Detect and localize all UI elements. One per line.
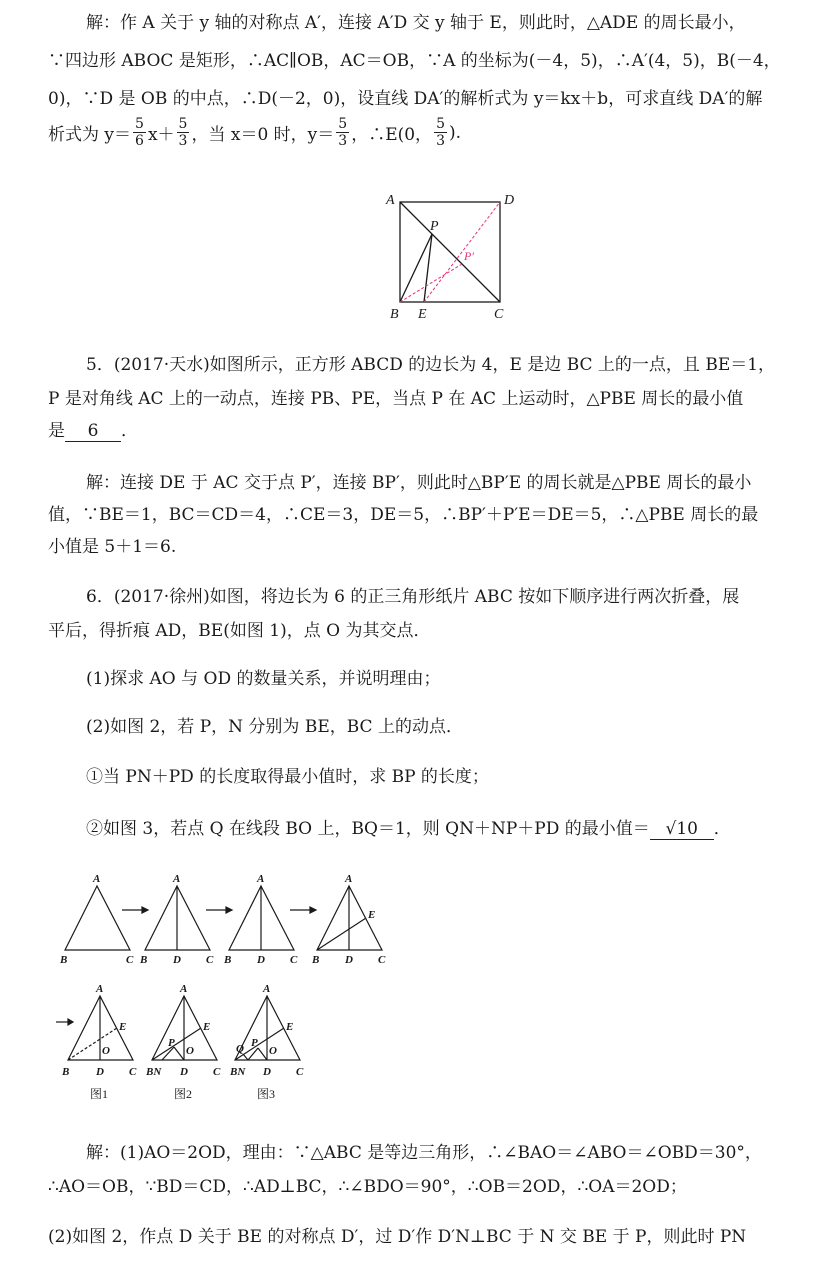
label-p: P	[430, 219, 439, 234]
label-o: O	[269, 1045, 277, 1057]
text-seg: ).	[448, 122, 462, 143]
text-seg: 是	[48, 421, 65, 441]
label-b: B	[390, 307, 399, 322]
label-a: A	[93, 873, 101, 885]
caption-fig1: 图1	[90, 1087, 109, 1101]
sol5-line3: 小值是 5＋1＝6.	[48, 537, 177, 557]
text-seg: ．	[121, 421, 138, 441]
label-d: D	[263, 1066, 271, 1078]
sol4-line2: ∵四边形 ABOC 是矩形，∴AC∥OB，AC＝OB，∵A 的坐标为(－4，5)，∴A′(4，5)，B(－4，	[48, 51, 781, 71]
fold-figures-row2	[50, 980, 320, 1105]
q6-part1: (1)探求 AO 与 OD 的数量关系，并说明理由；	[86, 669, 441, 689]
label-a: A	[386, 193, 395, 208]
label-o: O	[186, 1045, 194, 1057]
label-c: C	[290, 954, 298, 966]
text-seg: ，当 x＝0 时，y＝	[191, 125, 335, 145]
text-seg: 析式为 y＝	[48, 125, 132, 145]
label-a: A	[180, 983, 188, 995]
caption-fig3: 图3	[257, 1087, 276, 1101]
q6-sub1: ①当 PN＋PD 的长度取得最小值时，求 BP 的长度；	[86, 767, 489, 787]
sol4-line4	[48, 116, 461, 149]
label-b: B	[224, 954, 232, 966]
label-d: D	[180, 1066, 188, 1078]
arrow-head-icon	[310, 907, 316, 913]
segment-pd-fig3	[258, 1048, 267, 1060]
label-o: O	[102, 1045, 110, 1057]
segment-np-fig3	[248, 1048, 258, 1060]
segment-pd-fig2	[174, 1047, 184, 1060]
sol4-line1: 解：作 A 关于 y 轴的对称点 A′，连接 A′D 交 y 轴于 E，则此时，△ADE 的周长最小，	[86, 13, 746, 33]
label-d: D	[257, 954, 265, 966]
numerator: 5	[178, 116, 188, 132]
label-e: E	[418, 307, 427, 322]
label-e: E	[286, 1021, 294, 1033]
sol4-line3: 0)，∵D 是 OB 的中点，∴D(－2，0)，设直线 DA′的解析式为 y＝kx＋b，可求直线 DA′的解	[48, 89, 763, 109]
arrow-head-icon	[226, 907, 232, 913]
sol6-line2: ∴AO＝OB，∵BD＝CD，∴AD⊥BC，∴∠BDO＝90°，∴OB＝2OD，∴OA＝2OD；	[48, 1177, 687, 1197]
segment-bp	[400, 234, 432, 302]
label-bn: BN	[230, 1066, 246, 1078]
text-seg: ．	[713, 819, 731, 839]
label-a: A	[345, 873, 353, 885]
label-a: A	[263, 983, 271, 995]
label-a: A	[173, 873, 181, 885]
text-seg: ，∴E(0，	[351, 125, 433, 145]
denominator: 3	[338, 133, 348, 149]
triangle-1	[65, 886, 130, 950]
segment-de-dashed	[424, 202, 500, 302]
label-b: B	[62, 1066, 70, 1078]
label-d: D	[345, 954, 353, 966]
denominator: 6	[135, 133, 144, 149]
label-e: E	[368, 909, 376, 921]
fraction	[434, 116, 447, 149]
q6-line2: 平后，得折痕 AD，BE(如图 1)，点 O 为其交点．	[48, 621, 431, 641]
label-c: C	[494, 307, 504, 322]
denominator: 3	[436, 133, 445, 149]
label-d: D	[173, 954, 181, 966]
label-p: P	[168, 1037, 175, 1049]
sol6-line3: (2)如图 2，作点 D 关于 BE 的对称点 D′，过 D′作 D′N⊥BC 于 N 交 BE 于 P，则此时 PN	[48, 1227, 747, 1247]
square-figure	[380, 186, 520, 326]
label-d: D	[96, 1066, 104, 1078]
arrow-icons	[122, 907, 316, 913]
label-c: C	[206, 954, 214, 966]
numerator: 5	[135, 116, 144, 132]
fold-figures-row1	[50, 870, 400, 970]
text-seg: ②如图 3，若点 Q 在线段 BO 上，BQ＝1，则 QN＋NP＋PD 的最小值＝	[86, 819, 650, 839]
label-c: C	[213, 1066, 221, 1078]
label-c: C	[129, 1066, 137, 1078]
fraction	[133, 116, 146, 149]
label-e: E	[119, 1021, 127, 1033]
numerator: 5	[338, 116, 348, 132]
label-p: P	[251, 1037, 258, 1049]
label-b: B	[60, 954, 68, 966]
caption-fig2: 图2	[174, 1087, 193, 1101]
label-bn: BN	[146, 1066, 162, 1078]
label-c: C	[296, 1066, 304, 1078]
sol5-line1: 解：连接 DE 于 AC 交于点 P′，连接 BP′，则此时△BP′E 的周长就是△PBE 周长的最小	[86, 473, 752, 493]
q6-sub2	[86, 814, 731, 840]
label-c: C	[126, 954, 134, 966]
label-q: Q	[236, 1043, 244, 1055]
label-p-prime: P′	[464, 249, 474, 263]
fraction	[177, 116, 190, 149]
label-e: E	[203, 1021, 211, 1033]
fraction	[336, 116, 349, 149]
diagonal-ac	[400, 202, 500, 302]
denominator: 3	[178, 133, 188, 149]
label-a: A	[96, 983, 104, 995]
q5-line3	[48, 416, 138, 442]
sol5-line2: 值，∵BE＝1，BC＝CD＝4，∴CE＝3，DE＝5，∴BP′＋P′E＝DE＝5，∴△PBE 周长的最	[48, 505, 759, 525]
label-b: B	[140, 954, 148, 966]
label-b: B	[312, 954, 320, 966]
q6-part2: (2)如图 2，若 P，N 分别为 BE，BC 上的动点．	[86, 717, 463, 737]
arrow-head-icon	[68, 1019, 73, 1025]
text-seg: x＋	[147, 125, 175, 145]
answer-blank: 6	[65, 421, 121, 442]
label-c: C	[378, 954, 386, 966]
q5-line1: 5．(2017·天水)如图所示，正方形 ABCD 的边长为 4，E 是边 BC 上的一点，且 BE＝1，	[86, 355, 776, 375]
sol6-line1: 解：(1)AO＝2OD，理由：∵△ABC 是等边三角形，∴∠BAO＝∠ABO＝∠OBD＝30°，	[86, 1143, 762, 1163]
numerator: 5	[436, 116, 445, 132]
label-a: A	[257, 873, 265, 885]
label-d: D	[504, 193, 515, 208]
q5-line2: P 是对角线 AC 上的一动点，连接 PB、PE，当点 P 在 AC 上运动时，△PBE 周长的最小值	[48, 389, 744, 409]
q6-line1: 6．(2017·徐州)如图，将边长为 6 的正三角形纸片 ABC 按如下顺序进行两次折叠，展	[86, 587, 740, 607]
arrow-head-icon	[142, 907, 148, 913]
segment-ep	[424, 234, 432, 302]
answer-blank: √10	[650, 819, 714, 840]
